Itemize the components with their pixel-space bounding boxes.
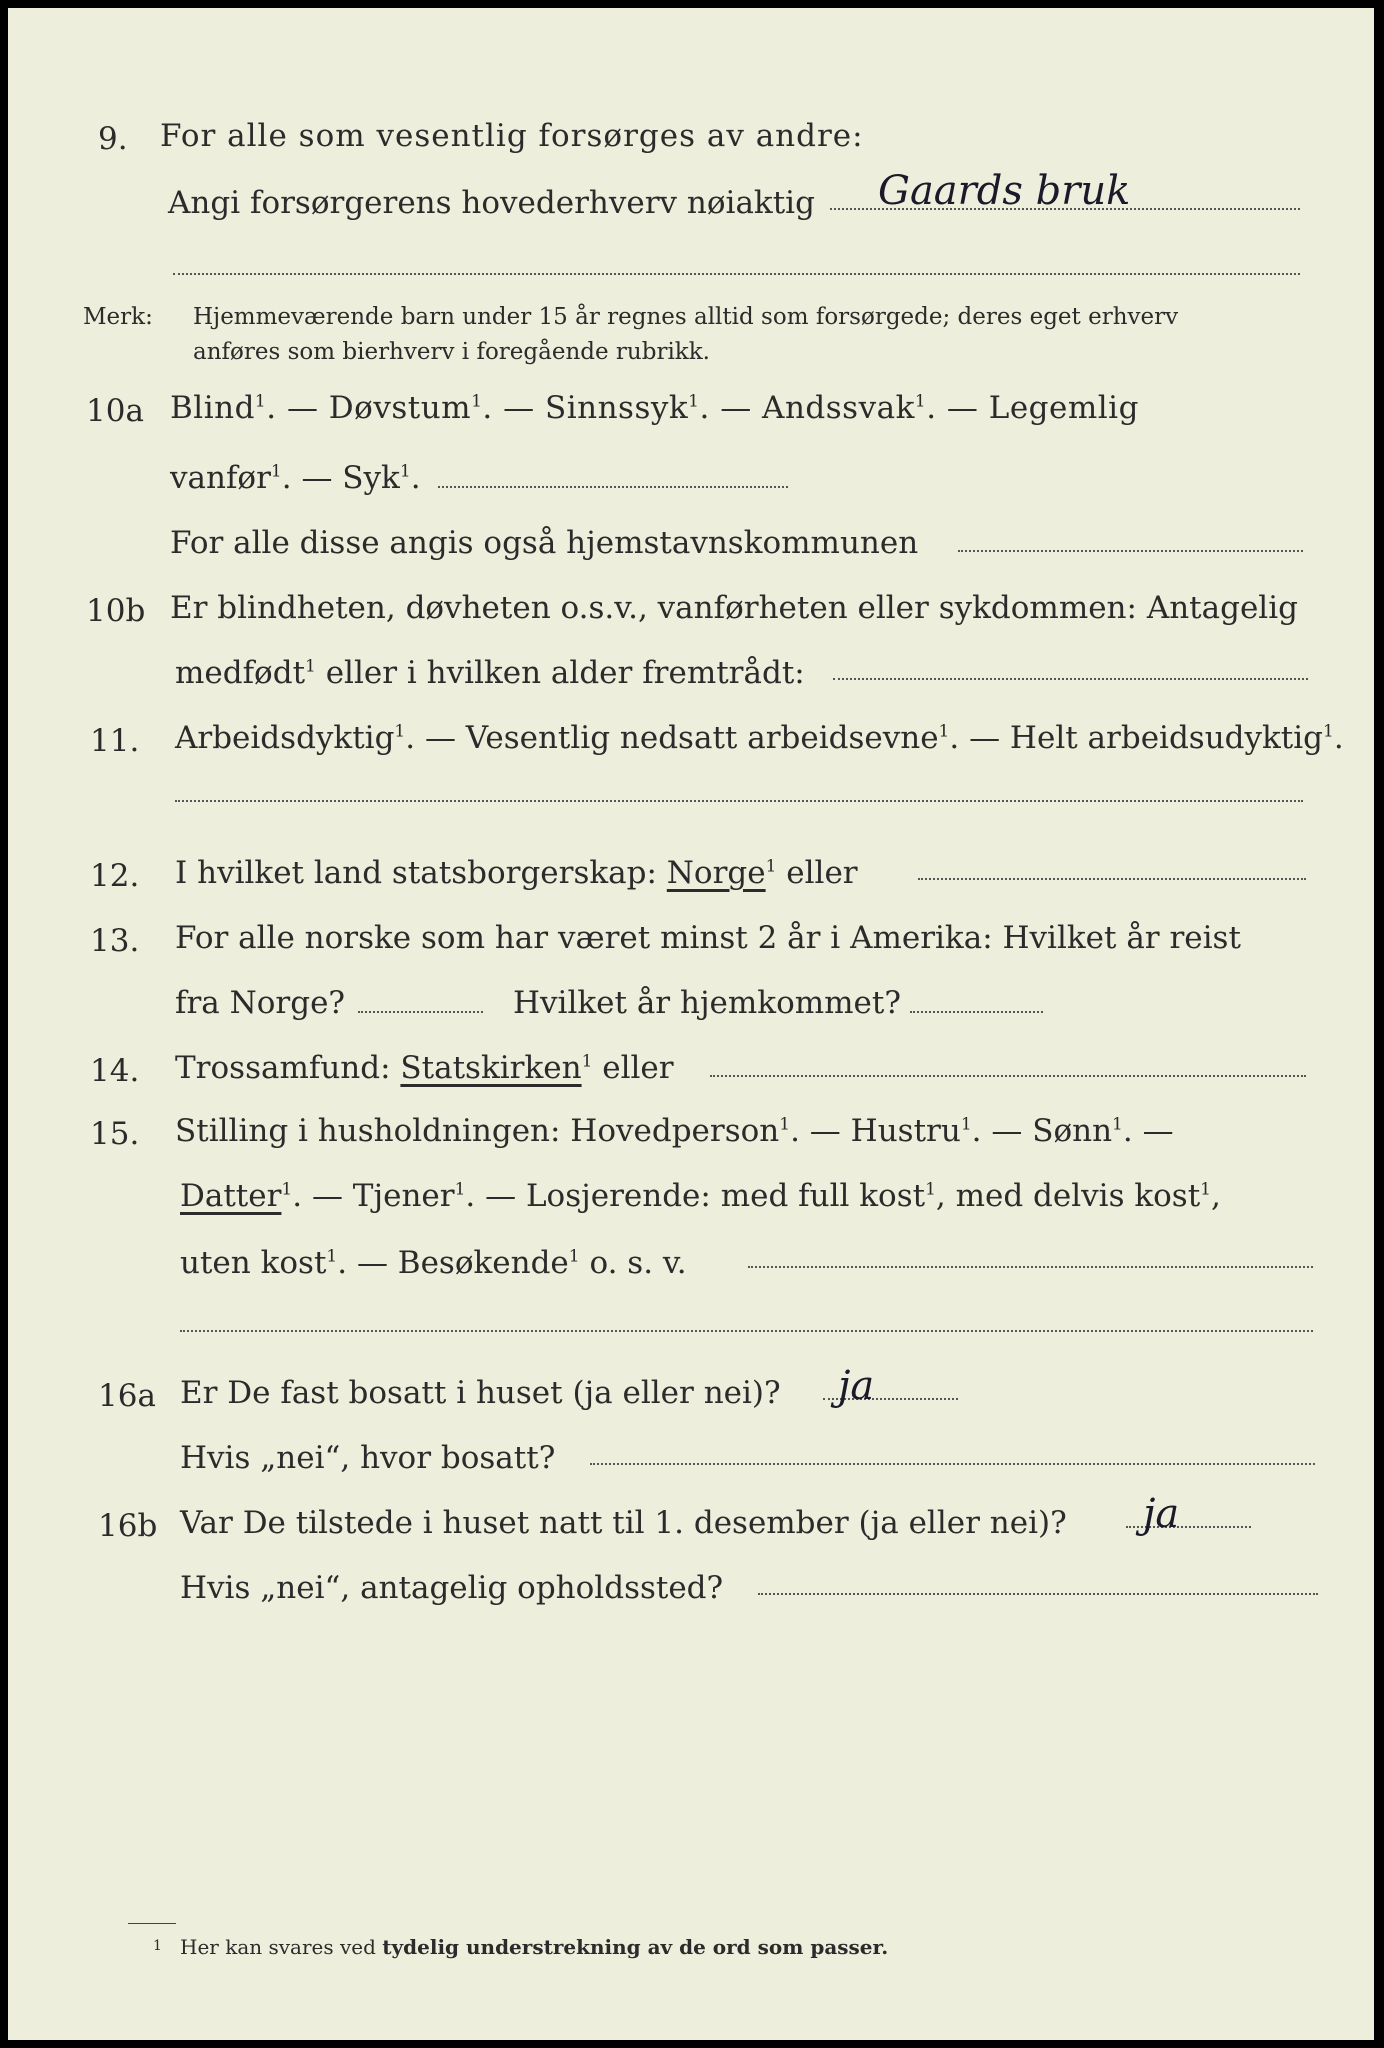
q10a-line1: Blind$^1$. — Døvstum$^1$. — Sinnssyk$^1$. — Andssvak$^1$. — Legemlig: [170, 390, 1139, 426]
q16a-number: 16a: [98, 1378, 156, 1414]
q15-answer-line: [748, 1266, 1313, 1268]
q16a-handwritten-answer: ja: [838, 1363, 875, 1409]
q15-line2: Datter$^1$. — Tjener$^1$. — Losjerende: med full kost$^1$, med delvis kost$^1$,: [180, 1178, 1221, 1214]
q15-number: 15.: [90, 1116, 140, 1152]
q10b-number: 10b: [86, 593, 146, 629]
q11-answer-line: [175, 800, 1303, 802]
q9-extra-line: [173, 273, 1300, 275]
q10b-line1: Er blindheten, døvheten o.s.v., vanførheten eller sykdommen: Antagelig: [170, 590, 1298, 626]
merk-label: Merk:: [83, 304, 153, 330]
q10a-syk-line: [438, 486, 788, 488]
q13-line2b: Hvilket år hjemkommet?: [513, 985, 901, 1021]
q16b-opholdssted-line: [758, 1593, 1318, 1595]
q12-number: 12.: [90, 858, 140, 894]
merk-line2: anføres som bierhverv i foregående rubrikk.: [193, 339, 710, 365]
q11-number: 11.: [90, 723, 140, 759]
footnote-mark: 1: [153, 1938, 162, 1954]
q13-line2a: fra Norge?: [175, 985, 346, 1021]
q9-handwritten-answer: Gaards bruk: [878, 168, 1131, 214]
q16b-handwritten-answer: ja: [1143, 1491, 1180, 1537]
footnote-text: Her kan svares ved tydelig understrekning av de ord som passer.: [180, 1935, 889, 1959]
q9-line1: For alle som vesentlig forsørges av andre:: [160, 118, 864, 154]
census-form-page: [8, 8, 1374, 2040]
q16b-line2: Hvis „nei“, antagelig opholdssted?: [180, 1570, 724, 1606]
q16b-line1: Var De tilstede i huset natt til 1. desember (ja eller nei)?: [180, 1505, 1067, 1541]
q13-number: 13.: [90, 923, 140, 959]
q10b-line2: medfødt$^1$ eller i hvilken alder fremtrådt:: [175, 655, 805, 691]
q10a-kommune-line: [958, 550, 1303, 552]
q14-number: 14.: [90, 1053, 140, 1089]
q13-reist-line: [358, 1011, 483, 1013]
q11-text: Arbeidsdyktig$^1$. — Vesentlig nedsatt arbeidsevne$^1$. — Helt arbeidsudyktig$^1$.: [175, 720, 1344, 756]
q14-answer-line: [710, 1075, 1306, 1077]
q13-hjemkommet-line: [910, 1011, 1043, 1013]
q16a-line1: Er De fast bosatt i huset (ja eller nei)?: [180, 1375, 781, 1411]
q13-line1: For alle norske som har været minst 2 år i Amerika: Hvilket år reist: [175, 920, 1241, 956]
q9-line2: Angi forsørgerens hovederhverv nøiaktig: [168, 185, 815, 221]
q16a-bosatt-line: [590, 1463, 1315, 1465]
q12-answer-line: [918, 878, 1306, 880]
q9-number: 9.: [98, 121, 128, 157]
q15-line3: uten kost$^1$. — Besøkende$^1$ o. s. v.: [180, 1245, 687, 1281]
q15-line1: Stilling i husholdningen: Hovedperson$^1$. — Hustru$^1$. — Sønn$^1$. —: [175, 1113, 1174, 1149]
q10b-answer-line: [833, 678, 1308, 680]
q12-text: I hvilket land statsborgerskap: Norge$^1$ eller: [175, 855, 858, 891]
q10a-line2: vanfør$^1$. — Syk$^1$.: [170, 460, 421, 496]
q10a-number: 10a: [86, 393, 144, 429]
merk-line1: Hjemmeværende barn under 15 år regnes alltid som forsørgede; deres eget erhverv: [193, 304, 1179, 330]
footnote-rule: [128, 1923, 176, 1924]
q14-text: Trossamfund: Statskirken$^1$ eller: [175, 1050, 674, 1086]
q16a-line2: Hvis „nei“, hvor bosatt?: [180, 1440, 556, 1476]
q15-extra-line: [180, 1330, 1313, 1332]
q10a-line3: For alle disse angis også hjemstavnskommunen: [170, 525, 919, 561]
q16b-number: 16b: [98, 1508, 158, 1544]
